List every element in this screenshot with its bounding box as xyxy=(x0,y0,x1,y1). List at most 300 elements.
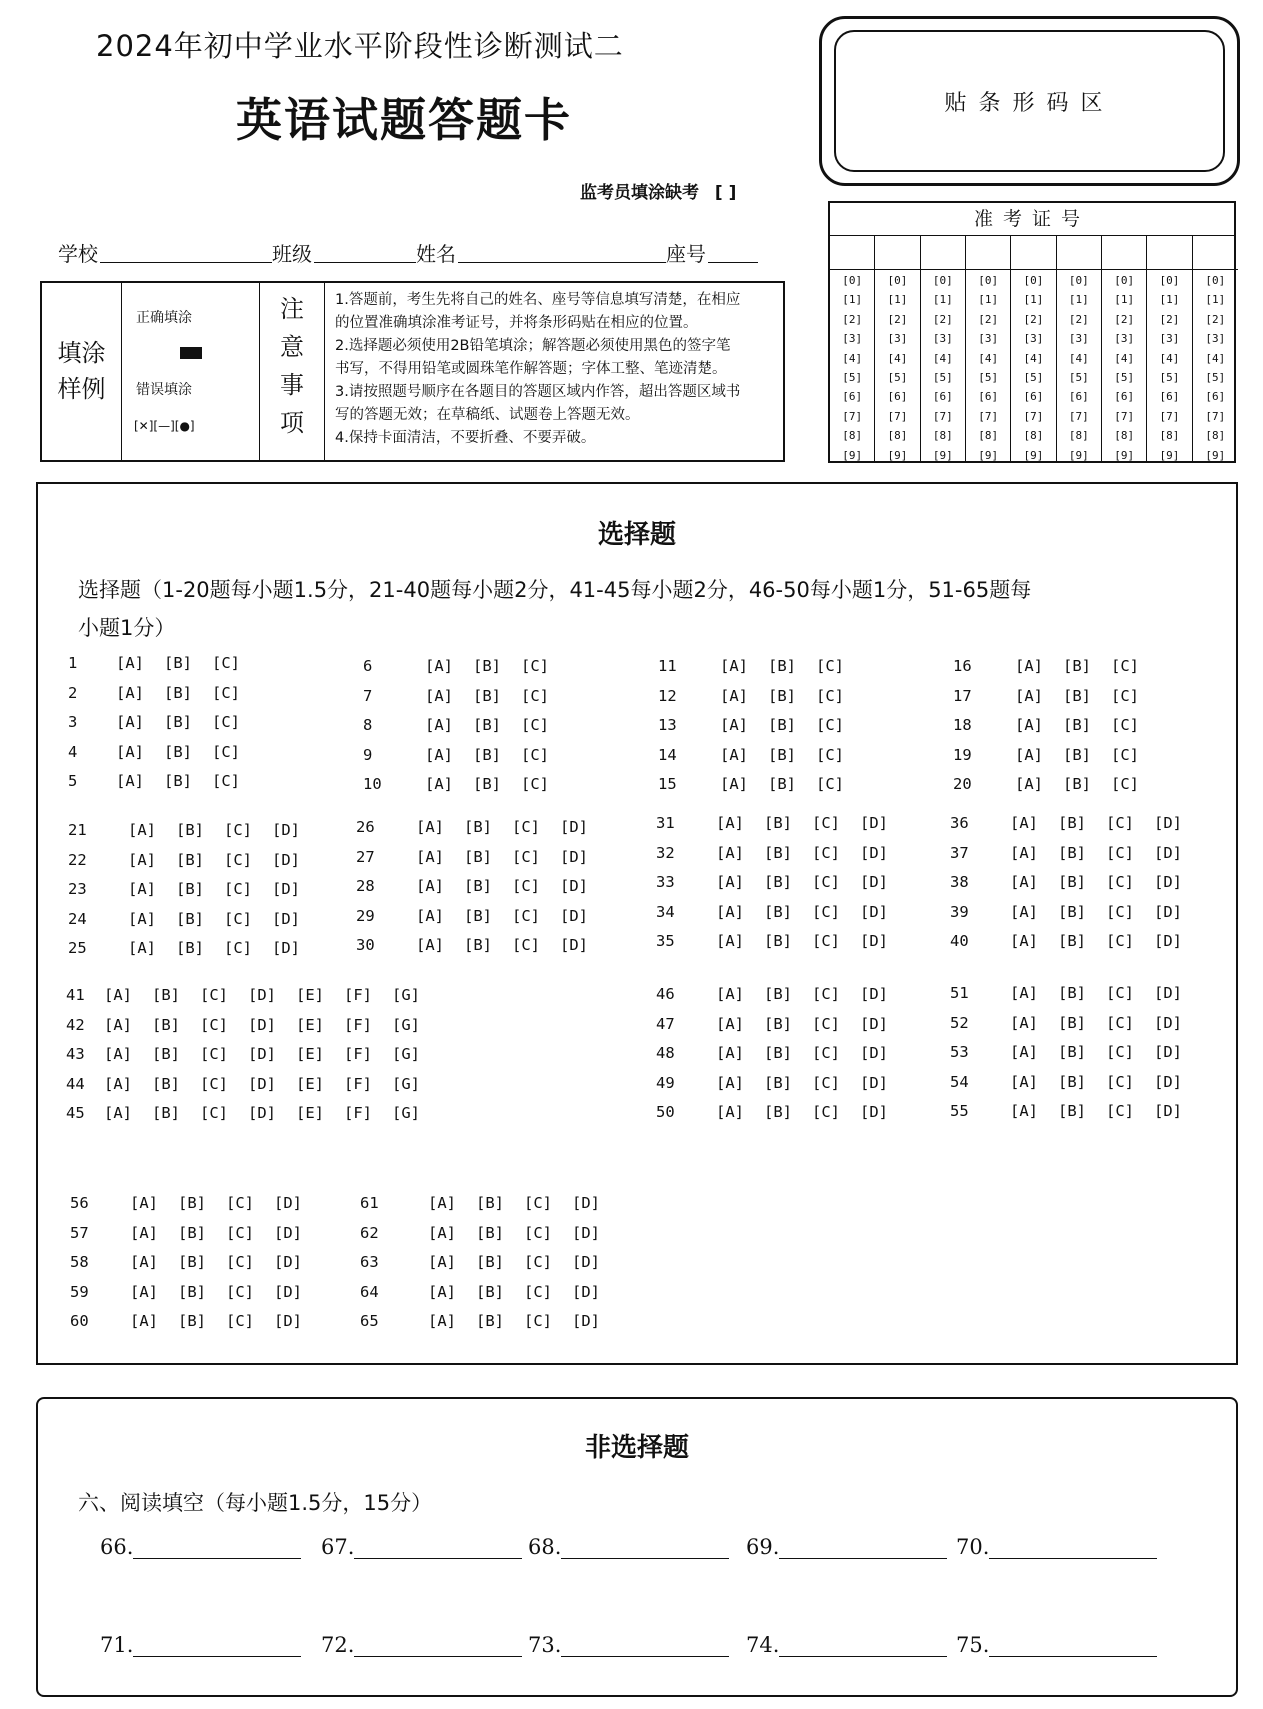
answer-bubble[interactable]: [A] xyxy=(1010,1102,1038,1120)
answer-bubble[interactable]: [G] xyxy=(392,1045,420,1063)
answer-bubble[interactable]: [B] xyxy=(764,1103,792,1121)
answer-bubble[interactable]: [A] xyxy=(425,745,453,764)
answer-bubble[interactable]: [D] xyxy=(572,1253,600,1271)
answer-bubble[interactable]: [B] xyxy=(764,814,792,832)
admission-digit-bubble[interactable]: [8] xyxy=(1114,429,1135,443)
admission-digit-bubble[interactable]: [8] xyxy=(932,429,953,443)
answer-bubble[interactable]: [B] xyxy=(464,936,492,954)
answer-bubble[interactable]: [A] xyxy=(1015,686,1043,705)
answer-bubble[interactable]: [A] xyxy=(128,850,156,869)
answer-bubble[interactable]: [A] xyxy=(716,843,744,862)
admission-digit-bubble[interactable]: [5] xyxy=(1205,371,1226,384)
answer-bubble[interactable]: [B] xyxy=(1058,1072,1086,1091)
admission-digit-bubble[interactable]: [7] xyxy=(978,409,999,423)
answer-bubble[interactable]: [C] xyxy=(1106,932,1134,950)
answer-bubble[interactable]: [D] xyxy=(572,1194,600,1212)
answer-bubble[interactable]: [C] xyxy=(524,1223,552,1242)
answer-bubble[interactable]: [D] xyxy=(860,932,888,950)
admission-digit-bubble[interactable]: [4] xyxy=(1159,351,1180,365)
admission-digit-bubble[interactable]: [8] xyxy=(842,429,863,443)
answer-bubble[interactable]: [A] xyxy=(428,1312,456,1330)
school-field[interactable] xyxy=(100,262,272,263)
answer-bubble[interactable]: [A] xyxy=(416,906,444,925)
answer-bubble[interactable]: [D] xyxy=(272,939,300,957)
answer-bubble[interactable]: [C] xyxy=(226,1282,254,1301)
answer-blank[interactable] xyxy=(321,1633,522,1657)
answer-bubble[interactable]: [C] xyxy=(1106,1102,1134,1120)
answer-bubble[interactable]: [G] xyxy=(392,1074,420,1093)
answer-bubble[interactable]: [D] xyxy=(1154,843,1182,862)
admission-digit-bubble[interactable]: [5] xyxy=(1114,371,1135,384)
answer-bubble[interactable]: [A] xyxy=(130,1253,158,1271)
answer-bubble[interactable]: [A] xyxy=(428,1194,456,1212)
answer-bubble[interactable]: [B] xyxy=(1063,775,1091,793)
answer-bubble[interactable]: [A] xyxy=(128,880,156,898)
answer-bubble[interactable]: [A] xyxy=(130,1312,158,1330)
admission-digit-bubble[interactable]: [5] xyxy=(1023,371,1044,384)
answer-bubble[interactable]: [A] xyxy=(428,1282,456,1301)
answer-bubble[interactable]: [B] xyxy=(768,657,796,675)
answer-bubble[interactable]: [D] xyxy=(560,818,588,836)
admission-digit-bubble[interactable]: [6] xyxy=(887,390,908,404)
answer-bubble[interactable]: [B] xyxy=(164,742,192,761)
admission-digit-box[interactable] xyxy=(1147,236,1191,270)
blank-line[interactable] xyxy=(561,1637,729,1657)
answer-bubble[interactable]: [A] xyxy=(128,909,156,928)
answer-bubble[interactable]: [B] xyxy=(152,1045,180,1063)
answer-bubble[interactable]: [C] xyxy=(524,1194,552,1212)
answer-bubble[interactable]: [B] xyxy=(476,1194,504,1212)
admission-digit-bubble[interactable]: [3] xyxy=(1159,332,1180,346)
answer-bubble[interactable]: [C] xyxy=(816,686,844,705)
blank-line[interactable] xyxy=(779,1637,947,1657)
answer-bubble[interactable]: [D] xyxy=(274,1312,302,1330)
answer-bubble[interactable]: [A] xyxy=(716,1044,744,1062)
answer-bubble[interactable]: [D] xyxy=(248,1074,276,1093)
answer-bubble[interactable]: [B] xyxy=(764,873,792,891)
answer-bubble[interactable]: [C] xyxy=(226,1312,254,1330)
answer-bubble[interactable]: [A] xyxy=(716,1103,744,1121)
answer-bubble[interactable]: [A] xyxy=(716,1014,744,1033)
admission-digit-bubble[interactable]: [7] xyxy=(1159,409,1180,423)
answer-bubble[interactable]: [B] xyxy=(476,1312,504,1330)
blank-line[interactable] xyxy=(354,1539,522,1559)
answer-bubble[interactable]: [A] xyxy=(1010,902,1038,921)
answer-bubble[interactable]: [C] xyxy=(226,1194,254,1212)
answer-bubble[interactable]: [C] xyxy=(226,1223,254,1242)
answer-bubble[interactable]: [B] xyxy=(176,880,204,898)
admission-digit-bubble[interactable]: [3] xyxy=(932,332,953,346)
admission-digit-bubble[interactable]: [2] xyxy=(842,312,863,326)
admission-digit-bubble[interactable]: [5] xyxy=(932,371,953,384)
admission-digit-bubble[interactable]: [1] xyxy=(1159,293,1180,307)
answer-bubble[interactable]: [D] xyxy=(860,985,888,1003)
answer-bubble[interactable]: [D] xyxy=(274,1253,302,1271)
answer-bubble[interactable]: [B] xyxy=(152,986,180,1004)
answer-bubble[interactable]: [D] xyxy=(1154,932,1182,950)
answer-bubble[interactable]: [D] xyxy=(272,909,300,928)
answer-bubble[interactable]: [C] xyxy=(816,745,844,764)
answer-bubble[interactable]: [B] xyxy=(1063,716,1091,734)
answer-bubble[interactable]: [D] xyxy=(860,1073,888,1092)
answer-bubble[interactable]: [C] xyxy=(1106,1072,1134,1091)
admission-digit-box[interactable] xyxy=(966,236,1010,270)
admission-digit-bubble[interactable]: [6] xyxy=(1023,390,1044,404)
answer-bubble[interactable]: [B] xyxy=(476,1223,504,1242)
answer-bubble[interactable]: [D] xyxy=(1154,1013,1182,1032)
answer-bubble[interactable]: [C] xyxy=(812,814,840,832)
answer-bubble[interactable]: [B] xyxy=(1058,932,1086,950)
admission-digit-bubble[interactable]: [9] xyxy=(978,448,999,462)
answer-bubble[interactable]: [C] xyxy=(1111,775,1139,793)
admission-digit-bubble[interactable]: [7] xyxy=(1114,409,1135,423)
admission-digit-bubble[interactable]: [0] xyxy=(1068,274,1089,287)
answer-bubble[interactable]: [B] xyxy=(764,985,792,1003)
answer-bubble[interactable]: [B] xyxy=(178,1223,206,1242)
answer-bubble[interactable]: [B] xyxy=(764,932,792,950)
answer-bubble[interactable]: [D] xyxy=(248,986,276,1004)
admission-digit-bubble[interactable]: [9] xyxy=(1114,448,1135,462)
answer-blank[interactable] xyxy=(956,1535,1157,1559)
answer-bubble[interactable]: [A] xyxy=(1015,745,1043,764)
answer-bubble[interactable]: [A] xyxy=(104,1074,132,1093)
answer-bubble[interactable]: [B] xyxy=(1063,657,1091,675)
answer-bubble[interactable]: [B] xyxy=(1058,984,1086,1002)
answer-bubble[interactable]: [C] xyxy=(1111,716,1139,734)
admission-digit-bubble[interactable]: [9] xyxy=(932,448,953,462)
answer-bubble[interactable]: [D] xyxy=(272,880,300,898)
answer-bubble[interactable]: [B] xyxy=(164,713,192,731)
answer-bubble[interactable]: [B] xyxy=(152,1104,180,1122)
admission-digit-bubble[interactable]: [8] xyxy=(1159,429,1180,443)
answer-bubble[interactable]: [C] xyxy=(521,775,549,793)
answer-bubble[interactable]: [A] xyxy=(116,742,144,761)
answer-bubble[interactable]: [C] xyxy=(812,843,840,862)
answer-bubble[interactable]: [B] xyxy=(1063,686,1091,705)
answer-bubble[interactable]: [D] xyxy=(248,1104,276,1122)
answer-bubble[interactable]: [B] xyxy=(464,906,492,925)
answer-bubble[interactable]: [D] xyxy=(1154,814,1182,832)
admission-digit-bubble[interactable]: [3] xyxy=(887,332,908,346)
answer-bubble[interactable]: [A] xyxy=(720,686,748,705)
answer-bubble[interactable]: [G] xyxy=(392,986,420,1004)
answer-bubble[interactable]: [D] xyxy=(860,1103,888,1121)
answer-bubble[interactable]: [C] xyxy=(512,936,540,954)
admission-digit-bubble[interactable]: [7] xyxy=(1023,409,1044,423)
admission-digit-bubble[interactable]: [1] xyxy=(978,293,999,307)
answer-blank[interactable] xyxy=(100,1633,301,1657)
answer-bubble[interactable]: [C] xyxy=(816,657,844,675)
admission-digit-box[interactable] xyxy=(1011,236,1055,270)
answer-bubble[interactable]: [A] xyxy=(116,683,144,702)
answer-bubble[interactable]: [D] xyxy=(560,847,588,866)
answer-bubble[interactable]: [A] xyxy=(716,873,744,891)
answer-bubble[interactable]: [B] xyxy=(176,821,204,839)
answer-bubble[interactable]: [B] xyxy=(164,683,192,702)
admission-digit-bubble[interactable]: [3] xyxy=(978,332,999,346)
answer-bubble[interactable]: [C] xyxy=(1106,814,1134,832)
answer-bubble[interactable]: [E] xyxy=(296,1045,324,1063)
answer-blank[interactable] xyxy=(746,1633,947,1657)
admission-digit-bubble[interactable]: [2] xyxy=(1068,312,1089,326)
admission-digit-box[interactable] xyxy=(1193,236,1238,270)
answer-bubble[interactable]: [C] xyxy=(812,902,840,921)
answer-bubble[interactable]: [D] xyxy=(1154,902,1182,921)
answer-bubble[interactable]: [D] xyxy=(248,1015,276,1034)
answer-bubble[interactable]: [B] xyxy=(164,654,192,672)
blank-line[interactable] xyxy=(133,1637,301,1657)
answer-bubble[interactable]: [C] xyxy=(812,1044,840,1062)
answer-bubble[interactable]: [A] xyxy=(1015,716,1043,734)
answer-bubble[interactable]: [A] xyxy=(130,1223,158,1242)
blank-line[interactable] xyxy=(133,1539,301,1559)
admission-digit-bubble[interactable]: [1] xyxy=(1114,293,1135,307)
answer-bubble[interactable]: [C] xyxy=(524,1312,552,1330)
answer-bubble[interactable]: [A] xyxy=(716,1073,744,1092)
answer-bubble[interactable]: [D] xyxy=(572,1223,600,1242)
admission-digit-bubble[interactable]: [0] xyxy=(932,274,953,287)
answer-bubble[interactable]: [D] xyxy=(1154,1102,1182,1120)
answer-blank[interactable] xyxy=(956,1633,1157,1657)
answer-bubble[interactable]: [E] xyxy=(296,1074,324,1093)
answer-bubble[interactable]: [D] xyxy=(860,843,888,862)
answer-bubble[interactable]: [B] xyxy=(164,772,192,790)
admission-digit-bubble[interactable]: [1] xyxy=(1205,293,1226,307)
answer-bubble[interactable]: [C] xyxy=(212,772,240,790)
answer-bubble[interactable]: [B] xyxy=(152,1015,180,1034)
answer-bubble[interactable]: [F] xyxy=(344,1045,372,1063)
answer-bubble[interactable]: [D] xyxy=(272,850,300,869)
answer-bubble[interactable]: [B] xyxy=(1058,902,1086,921)
admission-digit-box[interactable] xyxy=(1057,236,1101,270)
admission-digit-bubble[interactable]: [9] xyxy=(1205,448,1226,462)
answer-bubble[interactable]: [A] xyxy=(130,1282,158,1301)
admission-digit-bubble[interactable]: [4] xyxy=(932,351,953,365)
answer-bubble[interactable]: [A] xyxy=(104,1104,132,1122)
admission-digit-bubble[interactable]: [3] xyxy=(1205,332,1226,346)
answer-bubble[interactable]: [D] xyxy=(560,936,588,954)
admission-digit-box[interactable] xyxy=(875,236,919,270)
answer-bubble[interactable]: [C] xyxy=(212,683,240,702)
admission-digit-bubble[interactable]: [7] xyxy=(932,409,953,423)
answer-bubble[interactable]: [C] xyxy=(1111,657,1139,675)
admission-digit-bubble[interactable]: [7] xyxy=(1068,409,1089,423)
answer-bubble[interactable]: [D] xyxy=(272,821,300,839)
admission-digit-bubble[interactable]: [4] xyxy=(978,351,999,365)
answer-bubble[interactable]: [A] xyxy=(104,1015,132,1034)
answer-bubble[interactable]: [C] xyxy=(1106,873,1134,891)
admission-digit-bubble[interactable]: [1] xyxy=(932,293,953,307)
answer-bubble[interactable]: [F] xyxy=(344,1104,372,1122)
answer-bubble[interactable]: [B] xyxy=(178,1194,206,1212)
answer-bubble[interactable]: [B] xyxy=(476,1253,504,1271)
answer-bubble[interactable]: [B] xyxy=(1058,1102,1086,1120)
admission-digit-bubble[interactable]: [0] xyxy=(1205,274,1226,287)
answer-bubble[interactable]: [C] xyxy=(1106,984,1134,1002)
answer-bubble[interactable]: [A] xyxy=(416,877,444,895)
answer-bubble[interactable]: [E] xyxy=(296,986,324,1004)
answer-bubble[interactable]: [C] xyxy=(224,880,252,898)
admission-digit-bubble[interactable]: [7] xyxy=(1205,409,1226,423)
answer-bubble[interactable]: [A] xyxy=(425,775,453,793)
answer-bubble[interactable]: [C] xyxy=(224,850,252,869)
admission-digit-bubble[interactable]: [2] xyxy=(1205,312,1226,326)
answer-bubble[interactable]: [D] xyxy=(1154,1043,1182,1061)
answer-bubble[interactable]: [B] xyxy=(1058,843,1086,862)
answer-bubble[interactable]: [C] xyxy=(212,713,240,731)
admission-digit-bubble[interactable]: [0] xyxy=(1159,274,1180,287)
answer-bubble[interactable]: [B] xyxy=(1058,1013,1086,1032)
answer-bubble[interactable]: [D] xyxy=(560,906,588,925)
answer-bubble[interactable]: [C] xyxy=(512,847,540,866)
answer-bubble[interactable]: [B] xyxy=(764,843,792,862)
answer-bubble[interactable]: [A] xyxy=(1010,932,1038,950)
answer-bubble[interactable]: [A] xyxy=(720,657,748,675)
answer-bubble[interactable]: [C] xyxy=(1111,745,1139,764)
answer-bubble[interactable]: [A] xyxy=(425,716,453,734)
answer-bubble[interactable]: [A] xyxy=(116,713,144,731)
answer-bubble[interactable]: [D] xyxy=(274,1223,302,1242)
answer-bubble[interactable]: [F] xyxy=(344,1074,372,1093)
answer-bubble[interactable]: [F] xyxy=(344,986,372,1004)
answer-bubble[interactable]: [B] xyxy=(473,775,501,793)
admission-digit-bubble[interactable]: [8] xyxy=(887,429,908,443)
answer-bubble[interactable]: [C] xyxy=(512,877,540,895)
answer-bubble[interactable]: [B] xyxy=(768,686,796,705)
admission-digit-bubble[interactable]: [0] xyxy=(842,274,863,287)
answer-bubble[interactable]: [C] xyxy=(816,716,844,734)
blank-line[interactable] xyxy=(779,1539,947,1559)
answer-bubble[interactable]: [A] xyxy=(116,772,144,790)
admission-digit-box[interactable] xyxy=(830,236,874,270)
admission-digit-bubble[interactable]: [4] xyxy=(1068,351,1089,365)
admission-digit-bubble[interactable]: [6] xyxy=(842,390,863,404)
answer-bubble[interactable]: [C] xyxy=(812,1014,840,1033)
answer-bubble[interactable]: [B] xyxy=(764,902,792,921)
answer-bubble[interactable]: [A] xyxy=(720,745,748,764)
answer-bubble[interactable]: [A] xyxy=(1010,1072,1038,1091)
answer-bubble[interactable]: [C] xyxy=(212,654,240,672)
absent-box[interactable]: [ ] xyxy=(714,183,737,203)
admission-digit-bubble[interactable]: [2] xyxy=(1159,312,1180,326)
answer-bubble[interactable]: [C] xyxy=(524,1282,552,1301)
answer-bubble[interactable]: [A] xyxy=(716,985,744,1003)
answer-bubble[interactable]: [C] xyxy=(512,818,540,836)
admission-digit-bubble[interactable]: [5] xyxy=(1068,371,1089,384)
answer-bubble[interactable]: [B] xyxy=(152,1074,180,1093)
answer-bubble[interactable]: [C] xyxy=(812,985,840,1003)
answer-bubble[interactable]: [A] xyxy=(716,932,744,950)
answer-bubble[interactable]: [C] xyxy=(1106,1043,1134,1061)
admission-digit-bubble[interactable]: [6] xyxy=(978,390,999,404)
answer-bubble[interactable]: [A] xyxy=(720,716,748,734)
answer-bubble[interactable]: [B] xyxy=(768,775,796,793)
answer-bubble[interactable]: [C] xyxy=(200,1074,228,1093)
admission-digit-bubble[interactable]: [2] xyxy=(887,312,908,326)
answer-bubble[interactable]: [B] xyxy=(768,745,796,764)
admission-digit-box[interactable] xyxy=(1102,236,1146,270)
answer-bubble[interactable]: [A] xyxy=(416,847,444,866)
admission-digit-bubble[interactable]: [9] xyxy=(842,448,863,462)
answer-bubble[interactable]: [A] xyxy=(428,1223,456,1242)
answer-bubble[interactable]: [B] xyxy=(473,686,501,705)
answer-bubble[interactable]: [C] xyxy=(521,657,549,675)
answer-bubble[interactable]: [D] xyxy=(572,1312,600,1330)
answer-bubble[interactable]: [D] xyxy=(274,1194,302,1212)
answer-bubble[interactable]: [D] xyxy=(860,1014,888,1033)
answer-bubble[interactable]: [C] xyxy=(1106,843,1134,862)
answer-bubble[interactable]: [A] xyxy=(416,818,444,836)
admission-digit-bubble[interactable]: [0] xyxy=(978,274,999,287)
blank-line[interactable] xyxy=(989,1539,1157,1559)
answer-bubble[interactable]: [A] xyxy=(104,1045,132,1063)
admission-digit-bubble[interactable]: [8] xyxy=(978,429,999,443)
answer-bubble[interactable]: [C] xyxy=(521,716,549,734)
admission-digit-box[interactable] xyxy=(921,236,965,270)
answer-bubble[interactable]: [C] xyxy=(212,742,240,761)
answer-bubble[interactable]: [C] xyxy=(200,1045,228,1063)
answer-bubble[interactable]: [B] xyxy=(476,1282,504,1301)
answer-bubble[interactable]: [A] xyxy=(1010,1043,1038,1061)
answer-bubble[interactable]: [E] xyxy=(296,1104,324,1122)
answer-bubble[interactable]: [D] xyxy=(274,1282,302,1301)
answer-bubble[interactable]: [A] xyxy=(716,814,744,832)
answer-bubble[interactable]: [B] xyxy=(473,745,501,764)
admission-digit-bubble[interactable]: [5] xyxy=(1159,371,1180,384)
answer-bubble[interactable]: [G] xyxy=(392,1015,420,1034)
answer-bubble[interactable]: [A] xyxy=(428,1253,456,1271)
answer-bubble[interactable]: [C] xyxy=(224,821,252,839)
name-field[interactable] xyxy=(458,262,666,263)
answer-bubble[interactable]: [B] xyxy=(473,716,501,734)
answer-bubble[interactable]: [C] xyxy=(512,906,540,925)
answer-bubble[interactable]: [C] xyxy=(1106,1013,1134,1032)
admission-digit-bubble[interactable]: [6] xyxy=(1068,390,1089,404)
answer-bubble[interactable]: [C] xyxy=(812,1103,840,1121)
answer-bubble[interactable]: [C] xyxy=(812,1073,840,1092)
answer-bubble[interactable]: [D] xyxy=(860,814,888,832)
admission-digit-bubble[interactable]: [4] xyxy=(887,351,908,365)
admission-digit-bubble[interactable]: [0] xyxy=(1023,274,1044,287)
answer-bubble[interactable]: [A] xyxy=(1010,1013,1038,1032)
answer-bubble[interactable]: [A] xyxy=(1010,873,1038,891)
admission-digit-bubble[interactable]: [5] xyxy=(887,371,908,384)
answer-bubble[interactable]: [F] xyxy=(344,1015,372,1034)
answer-bubble[interactable]: [B] xyxy=(768,716,796,734)
admission-digit-bubble[interactable]: [8] xyxy=(1023,429,1044,443)
admission-digit-bubble[interactable]: [4] xyxy=(1023,351,1044,365)
answer-bubble[interactable]: [C] xyxy=(200,1104,228,1122)
answer-bubble[interactable]: [D] xyxy=(572,1282,600,1301)
admission-digit-bubble[interactable]: [2] xyxy=(978,312,999,326)
answer-bubble[interactable]: [C] xyxy=(816,775,844,793)
answer-blank[interactable] xyxy=(100,1535,301,1559)
answer-bubble[interactable]: [D] xyxy=(248,1045,276,1063)
seat-field[interactable] xyxy=(708,262,758,263)
answer-bubble[interactable]: [B] xyxy=(764,1044,792,1062)
admission-digit-bubble[interactable]: [4] xyxy=(842,351,863,365)
answer-bubble[interactable]: [B] xyxy=(176,939,204,957)
admission-digit-bubble[interactable]: [6] xyxy=(1159,390,1180,404)
admission-digit-bubble[interactable]: [3] xyxy=(1023,332,1044,346)
answer-bubble[interactable]: [G] xyxy=(392,1104,420,1122)
answer-bubble[interactable]: [C] xyxy=(224,939,252,957)
admission-digit-bubble[interactable]: [2] xyxy=(932,312,953,326)
answer-bubble[interactable]: [A] xyxy=(104,986,132,1004)
answer-bubble[interactable]: [B] xyxy=(464,877,492,895)
admission-digit-bubble[interactable]: [3] xyxy=(1114,332,1135,346)
answer-bubble[interactable]: [E] xyxy=(296,1015,324,1034)
